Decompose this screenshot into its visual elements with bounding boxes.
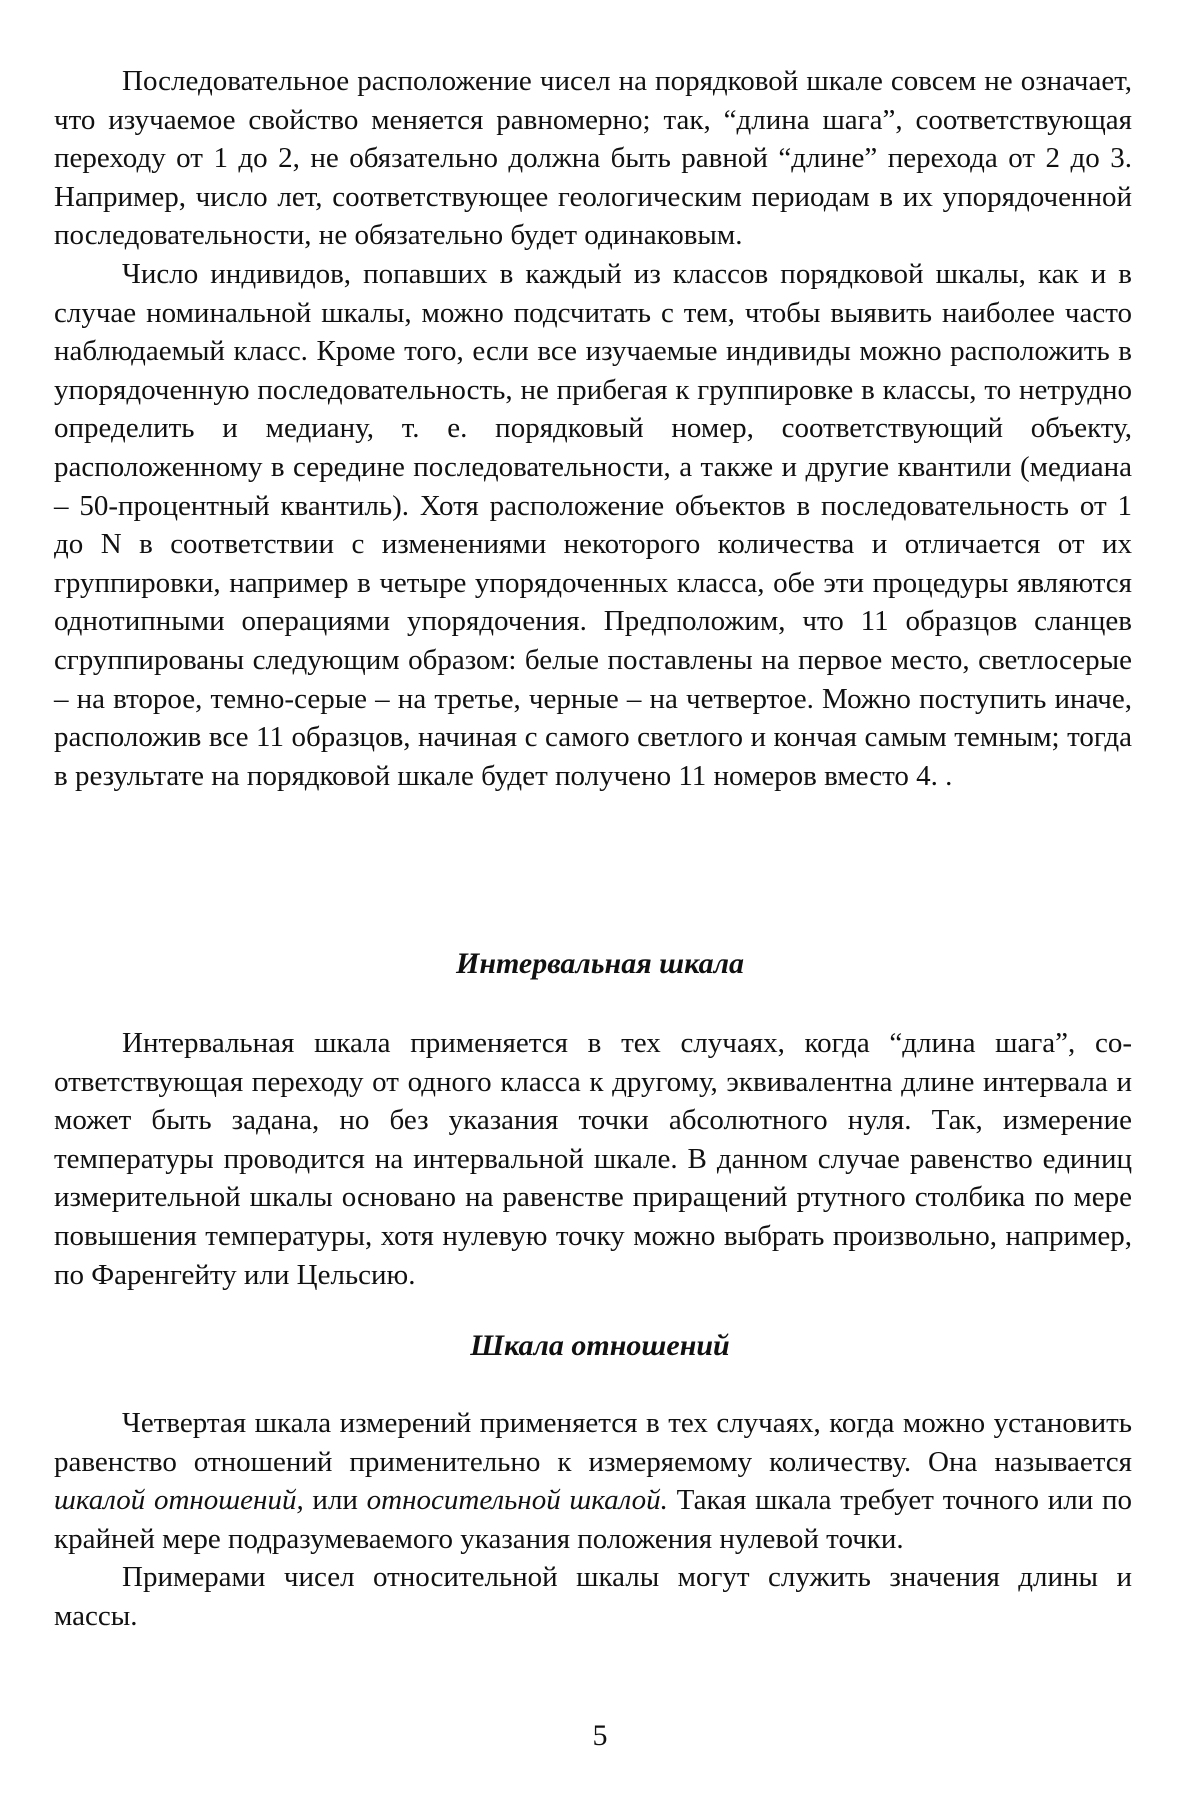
ratio-text-before: Четвертая шкала измерений применяется в тех случаях, когда можно установить равенство отношений применительно к измеряемому количеству. Она называется [54, 1407, 1132, 1478]
paragraph-step-length: Последовательное расположение чисел на порядковой шкале совсем не означает, что изучаемое свойство меняется равномерно; так, “длина шага”, соответствующая переходу от 1 до 2, не обязательно должна быть равной “длине” перехода от 2 до 3. Например, число лет, соответствующее геологическим периодам в их упорядоченной последовательности, не обязательно будет одинаковым. [54, 65, 1132, 252]
ratio-text-middle: или [303, 1484, 367, 1517]
heading-ratio-scale: Шкала отношений [470, 1329, 730, 1362]
ratio-text-after: Такая шкала требует точного или по крайней мере подразумеваемого указания положения нулевой точки. [54, 1484, 1132, 1555]
paragraph-individual-counts: Число индивидов, попавших в каждый из классов порядковой шкалы, как и в случае номинальной шкалы, можно подсчитать с тем, чтобы выявить наиболее часто наблюдаемый класс. Кроме того, если все изучаемые индивиды можно расположить в упорядоченную последовательность, не прибегая к группировке в классы, то нетрудно определить и медиану, т. е. порядковый номер, соответствующий объекту, расположенному в середине последовательности, а также и другие квантили (медиана – 50-процентный квантиль). Хотя расположение объектов в последовательность от 1 до N в соответствии с изменениями некоторого количества и отличается от их группировки, например в четыре упорядоченных класса, обе эти процедуры являются однотипными операциями упорядочения. Предположим, что 11 образцов сланцев сгруппированы следующим образом: белые поставлены на первое место, светлосерые – на второе, темно-серые – на третье, черные – на четвертое. Можно поступить иначе, расположив все 11 образцов, начиная с самого светлого и кончая самым темным; тогда в результате на порядковой шкале будет получено 11 номеров вместо 4. . [54, 257, 1132, 792]
term-relative-scale: относительной шкалой. [366, 1484, 668, 1517]
term-ratio-scale: шкалой отношений, [54, 1484, 304, 1517]
heading-interval-scale: Интервальная шкала [455, 947, 744, 980]
paragraph-ratio-scale-definition [54, 1404, 1132, 1558]
paragraph-interval-scale: Интервальная шкала применяется в тех случаях, когда “длина шага”, соответствующая переходу от одного класса к другому, эквивалентна длине интервала и может быть задана, но без указания точки абсолютного нуля. Так, измерение температуры проводится на интервальной шкале. В данном случае равенство единиц измерительной шкалы основано на равенстве приращений ртутного столбика по мере повышения температуры, хотя нулевую точку можно выбрать произвольно, например, по Фаренгейту или Цельсию. [54, 1027, 1132, 1291]
ratio-scale-section [54, 1404, 1132, 1636]
ordinal-scale-section [54, 62, 1132, 795]
interval-scale-section [54, 1024, 1132, 1294]
paragraph-ratio-scale-examples: Примерами чисел относительной шкалы могут служить значения длины и массы. [54, 1561, 1132, 1632]
page-number: 5 [592, 1719, 608, 1752]
